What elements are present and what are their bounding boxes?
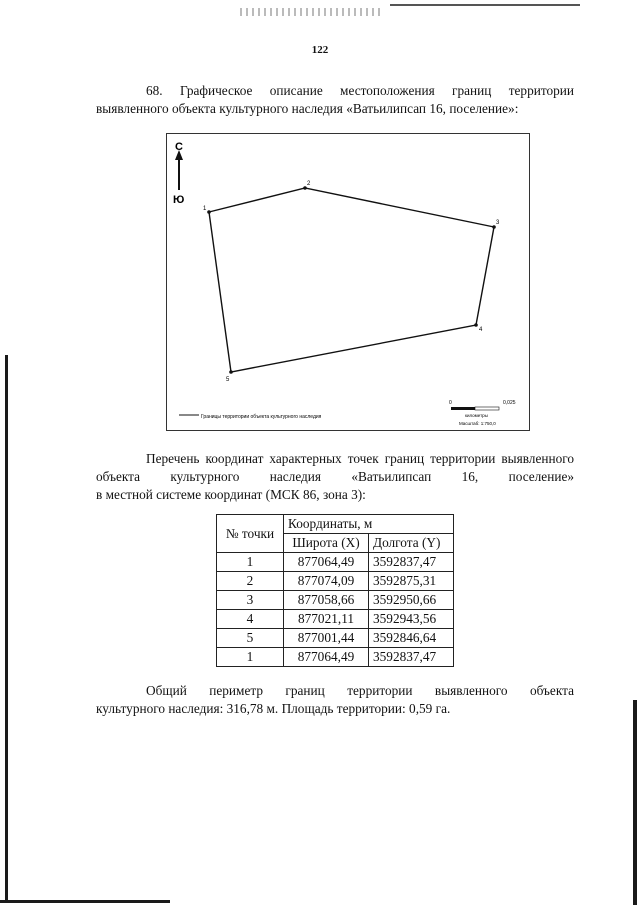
coordinates-table xyxy=(216,514,454,667)
summary xyxy=(96,682,574,718)
table-row xyxy=(217,629,454,648)
north-label: С xyxy=(175,141,183,153)
scan-top-rule xyxy=(390,4,580,6)
vertex-4 xyxy=(474,323,478,327)
vertex-1 xyxy=(207,210,211,214)
scale-bar xyxy=(451,407,499,410)
section-number: 68. xyxy=(146,83,163,98)
cell-lat: 877001,44 xyxy=(284,629,369,648)
vertex-label-5: 5 xyxy=(226,377,230,383)
scale-ratio: Масштаб: 1:750,0 xyxy=(459,421,496,426)
cell-lon: 3592950,66 xyxy=(369,591,454,610)
vertex-label-4: 4 xyxy=(479,327,483,333)
summary-line2: культурного наследия: 316,78 м. Площадь территории: 0,59 га. xyxy=(96,701,451,716)
coordinates-intro-line1: Перечень координат характерных точек границ территории xyxy=(146,451,496,466)
scale-zero: 0 xyxy=(449,400,452,406)
vertex-label-3: 3 xyxy=(496,220,500,226)
cell-lon: 3592837,47 xyxy=(369,553,454,572)
cell-point: 5 xyxy=(217,629,284,648)
cell-lat: 877058,66 xyxy=(284,591,369,610)
header-coords: Координаты, м xyxy=(284,515,454,534)
table-row xyxy=(217,572,454,591)
scan-edge-bottom xyxy=(0,900,170,903)
coordinates-intro-line2: выявленного объекта культурного наследия «Ватьилипсап 16, поселение» xyxy=(96,451,574,484)
cell-point: 4 xyxy=(217,610,284,629)
page-number: 122 xyxy=(311,44,329,56)
cell-lon: 3592943,56 xyxy=(369,610,454,629)
coordinates-intro xyxy=(96,450,574,504)
summary-line1: Общий периметр границ территории выявленного объекта xyxy=(146,683,574,698)
header-lat: Широта (X) xyxy=(284,534,369,553)
header-point: № точки xyxy=(217,515,284,553)
cell-point: 1 xyxy=(217,648,284,667)
vertex-label-2: 2 xyxy=(307,181,311,187)
header-lon: Долгота (Y) xyxy=(369,534,454,553)
cell-lat: 877021,11 xyxy=(284,610,369,629)
north-arrow-icon xyxy=(175,150,183,190)
cell-lat: 877074,09 xyxy=(284,572,369,591)
cell-point: 2 xyxy=(217,572,284,591)
scale-units: километры xyxy=(465,413,488,418)
section-heading-line2: выявленного объекта культурного наследия «Ватьилипсап 16, поселение»: xyxy=(96,101,519,116)
cell-lat: 877064,49 xyxy=(284,553,369,572)
table-header-row xyxy=(217,515,454,534)
cell-lon: 3592875,31 xyxy=(369,572,454,591)
boundary-map xyxy=(166,133,530,431)
table-row xyxy=(217,591,454,610)
section-heading-line1: Графическое описание местоположения границ территории xyxy=(179,83,574,98)
cell-point: 1 xyxy=(217,553,284,572)
map-canvas xyxy=(167,134,529,430)
table-row xyxy=(217,610,454,629)
scan-edge-right xyxy=(633,700,637,905)
cell-lon: 3592837,47 xyxy=(369,648,454,667)
section-heading xyxy=(96,82,574,118)
south-label: Ю xyxy=(173,194,185,206)
coordinates-intro-line3: в местной системе координат (МСК 86, зона 3): xyxy=(96,487,366,502)
scan-edge-left xyxy=(5,355,8,900)
legend-label: Границы территории объекта культурного наследия xyxy=(201,414,322,420)
scale-max: 0,025 xyxy=(503,400,516,406)
vertex-5 xyxy=(229,370,233,374)
table-row xyxy=(217,648,454,667)
vertex-label-1: 1 xyxy=(203,206,207,212)
boundary-polygon xyxy=(209,188,494,372)
table-row xyxy=(217,553,454,572)
cell-point: 3 xyxy=(217,591,284,610)
cell-lat: 877064,49 xyxy=(284,648,369,667)
cell-lon: 3592846,64 xyxy=(369,629,454,648)
scan-noise xyxy=(240,8,380,16)
